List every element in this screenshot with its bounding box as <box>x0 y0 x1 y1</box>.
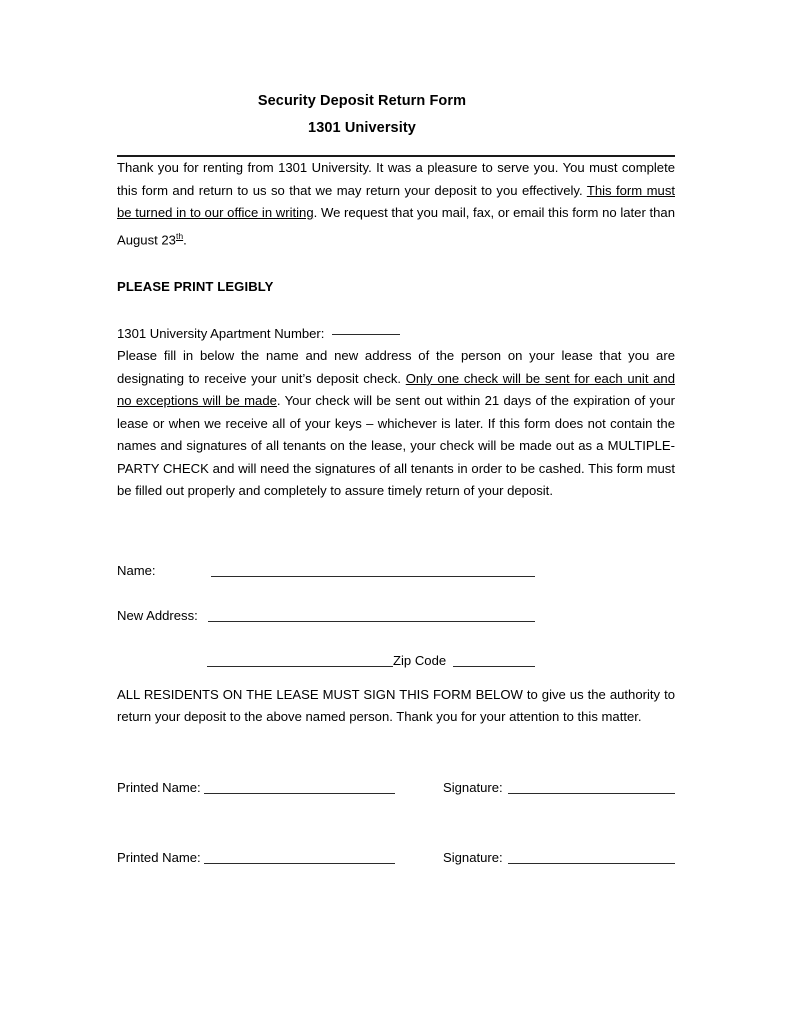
page-title: Security Deposit Return Form <box>257 93 467 109</box>
signature-row <box>117 847 675 887</box>
name-input[interactable] <box>211 576 535 577</box>
name-field-row <box>117 560 675 605</box>
zip-code-field-row <box>117 650 675 684</box>
closing-paragraph: ALL RESIDENTS ON THE LEASE MUST SIGN THIS FORM BELOW to give us the authority to return your deposit to the above named person. Thank you for your attention to this matter. <box>117 686 675 725</box>
intro-paragraph <box>117 157 675 251</box>
signature-label: Signature: <box>443 849 503 865</box>
signature-row <box>117 777 675 847</box>
main-text-part-2: . Your check will be sent out within 21 days of the expiration of your lease or when we receive all of your keys – whichever is later. If this form does not contain the names and signatures of all tenants on the lease, your check will be made out as a MULTIPLE-PARTY CHECK and will need the signatures of all tenants in order to be cashed. This form must be filled out properly and completely to assure timely return of your deposit. <box>117 393 675 499</box>
new-address-field-row <box>117 605 675 650</box>
ordinal-suffix: th <box>175 230 184 241</box>
name-label: Name: <box>117 562 156 578</box>
zip-code-input[interactable] <box>453 666 535 667</box>
apartment-number-input[interactable] <box>332 334 400 335</box>
printed-name-label: Printed Name: <box>117 779 201 795</box>
printed-name-input[interactable] <box>204 793 395 794</box>
print-legibly-heading: PLEASE PRINT LEGIBLY <box>117 279 274 295</box>
printed-name-label: Printed Name: <box>117 849 201 865</box>
new-address-label: New Address: <box>117 607 198 623</box>
intro-text-part-3: . <box>183 231 187 247</box>
signature-block <box>117 777 675 887</box>
main-paragraph <box>117 345 675 503</box>
main-underlined-clause: Only one check will be sent for each unit and no exceptions will be made <box>117 370 675 409</box>
intro-text-part-1: Thank you for renting from 1301 University. It was a pleasure to serve you. You must complete this form and return to us so that we may return your deposit to you effectively. <box>117 160 675 198</box>
main-text-part-1: Please fill in below the name and new address of the person on your lease that you are designating to receive your unit’s deposit check. <box>117 348 675 386</box>
printed-name-input[interactable] <box>204 863 395 864</box>
zip-code-label: Zip Code <box>393 652 447 668</box>
signature-label: Signature: <box>443 779 503 795</box>
intro-underlined-clause: This form must be turned in to our office in writing <box>117 182 675 220</box>
apartment-number-row <box>117 323 675 346</box>
page-subtitle: 1301 University <box>308 120 416 136</box>
document-content <box>117 0 675 887</box>
recipient-fields <box>117 560 675 684</box>
intro-text-part-2: . We request that you mail, fax, or email this form no later than August 23 <box>117 205 675 247</box>
signature-input[interactable] <box>508 793 675 794</box>
document-header <box>117 0 607 142</box>
new-address-input[interactable] <box>208 621 535 622</box>
apartment-number-label: 1301 University Apartment Number: <box>117 325 325 341</box>
city-state-input[interactable] <box>207 666 393 667</box>
signature-input[interactable] <box>508 863 675 864</box>
